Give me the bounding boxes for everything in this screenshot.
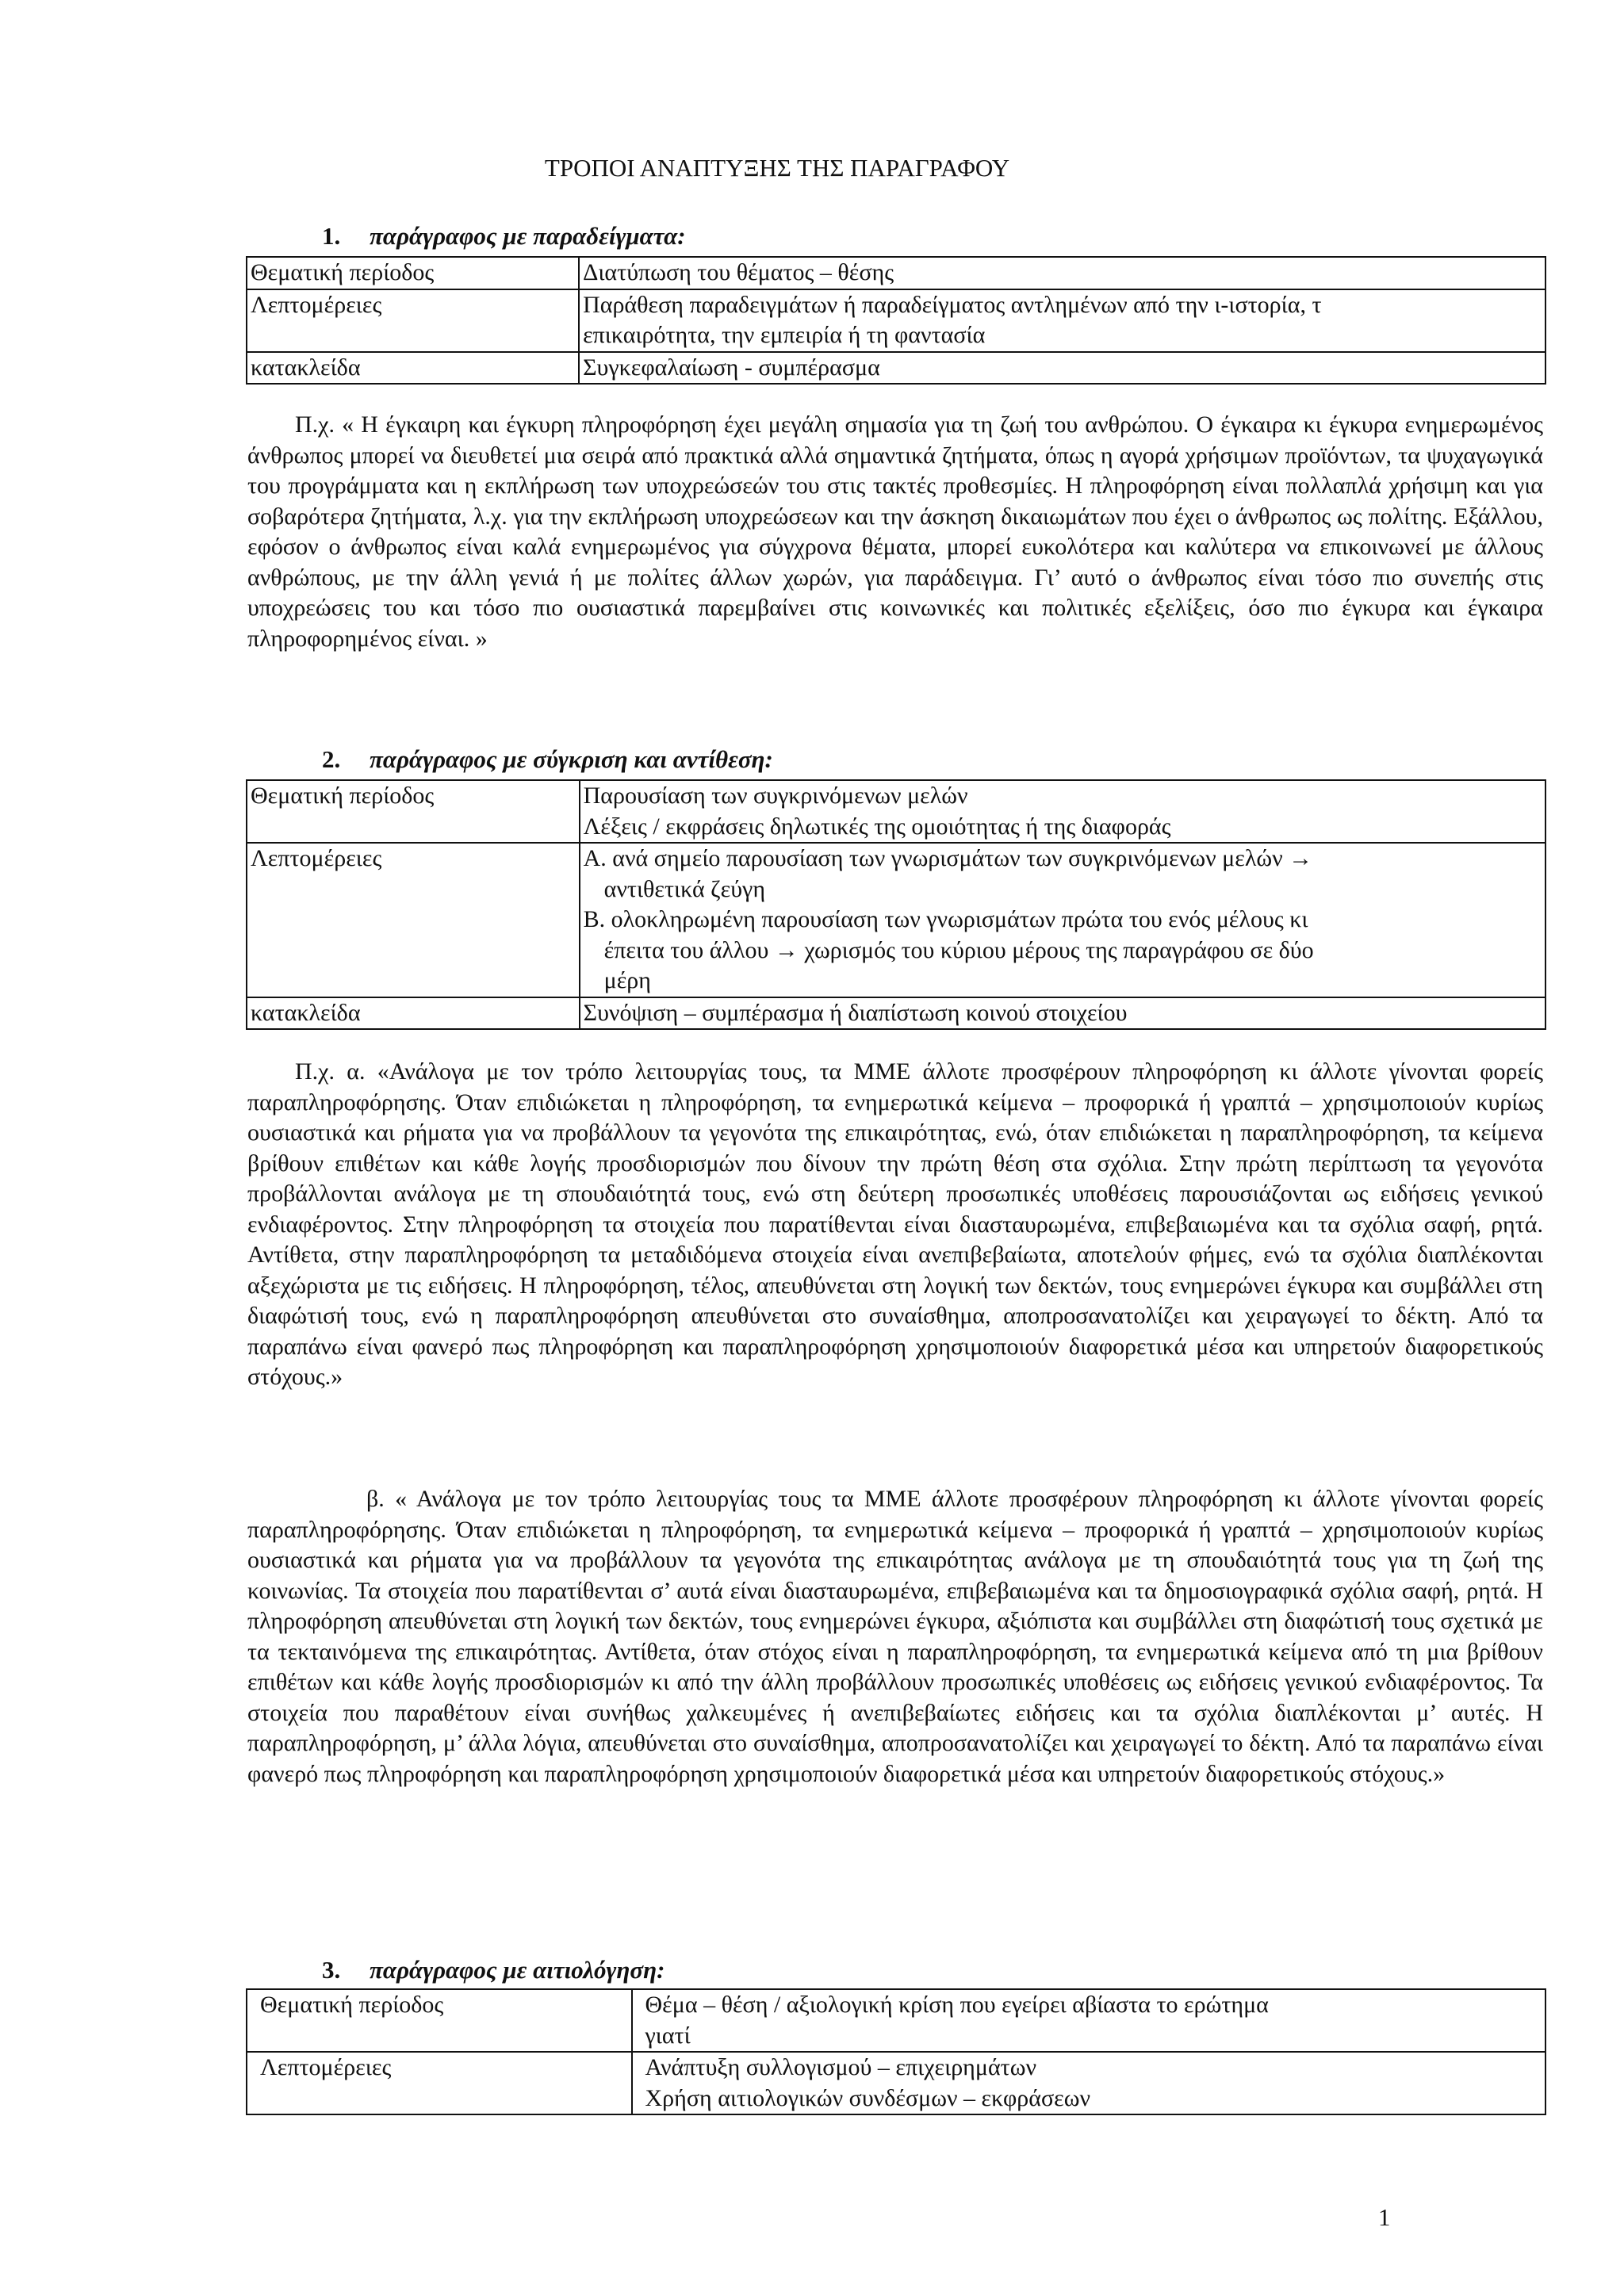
page-title: ΤΡΟΠΟΙ ΑΝΑΠΤΥΞΗΣ ΤΗΣ ΠΑΡΑΓΡΑΦΟΥ bbox=[544, 154, 1010, 182]
row-line: Ανάπτυξη συλλογισμού – επιχειρημάτων bbox=[645, 2054, 1037, 2080]
table-row bbox=[247, 843, 1545, 997]
table-row bbox=[247, 997, 1545, 1030]
section-2-example-a bbox=[247, 1057, 1543, 1393]
row-content bbox=[579, 352, 1545, 385]
row-content bbox=[632, 2052, 1545, 2114]
row-line: αντιθετικά ζεύγη bbox=[603, 875, 766, 902]
section-2-title: παράγραφος με σύγκριση και αντίθεση: bbox=[370, 745, 773, 773]
row-content bbox=[580, 843, 1545, 997]
row-label: Θεματική περίοδος bbox=[247, 780, 580, 843]
row-label: Λεπτομέρειες bbox=[247, 2052, 632, 2114]
example-text: Π.χ. « Η έγκαιρη και έγκυρη πληροφόρηση έχει μεγάλη σημασία για τη ζωή του ανθρώπου. Ο έγκαιρα κι έγκυρα ενημερωμένος άνθρωπος μπορεί να διευθετεί μια σειρά από πρακτικά αλλά σημαντικά ζητήματα, όπως η αγορά χρήσιμων προϊόντων, τα ψυχαγωγικά του προγράμματα και η εκπλήρωση των υποχρεώσεών του στις τακτές προθεσμίες. Η πληροφόρηση είναι πολλαπλά χρήσιμη και για σοβαρότερα ζητήματα, λ.χ. για την εκπλήρωση υποχρεώσεων και την άσκηση δικαιωμάτων που έχει ο άνθρωπος ως πολίτης. Εξάλλου, εφόσον ο άνθρωπος είναι καλά ενημερωμένος για σύγχρονα θέματα, μπορεί ευκολότερα και καλύτερα να επικοινωνεί με άλλους ανθρώπους, με την άλλη γενιά ή με πολίτες άλλων χωρών, για παράδειγμα. Γι’ αυτό ο άνθρωπος είναι τόσο πιο συνεπής στις υποχρεώσεις του και τόσο πιο ουσιαστικά παρεμβαίνει στις κοινωνικές και πολιτικές εξελίξεις, όσο πιο έγκυρα και έγκαιρα πληροφορημένος είναι. » bbox=[247, 411, 1543, 652]
example-text: Π.χ. α. «Ανάλογα με τον τρόπο λειτουργίας τους, τα ΜΜΕ άλλοτε προσφέρουν πληροφόρηση κι άλλοτε γίνονται φορείς παραπληροφόρησης. Όταν επιδιώκεται η πληροφόρηση, τα ενημερωτικά κείμενα – προφορικά ή γραπτά – χρησιμοποιούν κυρίως ουσιαστικά και ρήματα για να προβάλλουν τα γεγονότα της επικαιρότητας, ενώ, όταν επιδιώκεται η παραπληροφόρηση, τα κείμενα βρίθουν επιθέτων και κάθε λογής προσδιορισμών που δίνουν την πρώτη θέση στα σχόλια. Στην πρώτη περίπτωση τα γεγονότα προβάλλονται ανάλογα με τη σπουδαιότητά τους, ενώ στη δεύτερη προσωπικές υποθέσεις παρουσιάζονται ως ειδήσεις γενικού ενδιαφέροντος. Στην πληροφόρηση τα στοιχεία που παρατίθενται είναι διασταυρωμένα, επιβεβαιωμένα και τα σχόλια σαφή, ρητά. Αντίθετα, στην παραπληροφόρηση τα μεταδιδόμενα στοιχεία είναι ανεπιβεβαίωτα, αποτελούν φήμες, ενώ τα σχόλια διαπλέκονται αξεχώριστα με τις ειδήσεις. Η πληροφόρηση, τέλος, απευθύνεται στη λογική των δεκτών, τους ενημερώνει έγκυρα και συμβάλλει στη διαφώτισή τους, ενώ η παραπληροφόρηση απευθύνεται στο συναίσθημα, αποπροσανατολίζει και χειραγωγεί το δέκτη. Από τα παραπάνω είναι φανερό πως πληροφόρηση και παραπληροφόρηση χρησιμοποιούν διαφορετικά μέσα και υπηρετούν διαφορετικούς στόχους.» bbox=[247, 1058, 1543, 1390]
section-1-heading bbox=[322, 221, 686, 252]
table-row bbox=[247, 257, 1545, 289]
section-2-example-b bbox=[247, 1484, 1543, 1789]
example-text: β. « Ανάλογα με τον τρόπο λειτουργίας τους τα ΜΜΕ άλλοτε προσφέρουν πληροφόρηση κι άλλοτε γίνονται φορείς παραπληροφόρησης. Όταν επιδιώκεται η πληροφόρηση, τα ενημερωτικά κείμενα – προφορικά ή γραπτά – χρησιμοποιούν κυρίως ουσιαστικά και ρήματα για να προβάλλουν τα γεγονότα της επικαιρότητας ανάλογα με τη σπουδαιότητά τους για τη ζωή της κοινωνίας. Τα στοιχεία που παρατίθενται σ’ αυτά είναι διασταυρωμένα, επιβεβαιωμένα και τα δημοσιογραφικά σχόλια σαφή, ρητά. Η πληροφόρηση απευθύνεται στη λογική των δεκτών, τους ενημερώνει έγκυρα, αξιόπιστα και συμβάλλει στη διαφώτισή τους σχετικά με τα τεκταινόμενα της επικαιρότητας. Αντίθετα, όταν στόχος είναι η παραπληροφόρηση, τα ενημερωτικά κείμενα από τη μια βρίθουν επιθέτων και κάθε λογής προσδιορισμών κι από την άλλη προβάλλουν προσωπικές υποθέσεις ως ειδήσεις γενικού ενδιαφέροντος. Τα στοιχεία που παραθέτουν είναι συνήθως χαλκευμένες ή ανεπιβεβαίωτες ειδήσεις και τα σχόλια διαπλέκονται μ’ αυτές. Η παραπληροφόρηση, μ’ άλλα λόγια, απευθύνεται στο συναίσθημα, αποπροσανατολίζει και χειραγωγεί το δέκτη. Από τα παραπάνω είναι φανερό πως πληροφόρηση και παραπληροφόρηση χρησιμοποιούν διαφορετικά μέσα και υπηρετούν διαφορετικούς στόχους.» bbox=[247, 1486, 1543, 1787]
page-number: 1 bbox=[1378, 2203, 1391, 2231]
row-line: Συγκεφαλαίωση - συμπέρασμα bbox=[583, 354, 880, 381]
table-row bbox=[247, 289, 1545, 352]
section-3-heading bbox=[322, 1955, 665, 1986]
section-3-number: 3. bbox=[322, 1956, 341, 1984]
row-label: κατακλείδα bbox=[247, 997, 580, 1030]
row-label: Θεματική περίοδος bbox=[247, 257, 579, 289]
row-line: Χρήση αιτιολογικών συνδέσμων – εκφράσεων bbox=[645, 2084, 1091, 2111]
row-content bbox=[632, 1989, 1545, 2052]
section-1-table bbox=[246, 256, 1546, 385]
section-2-table bbox=[246, 779, 1546, 1030]
table-row bbox=[247, 780, 1545, 843]
section-1-title: παράγραφος με παραδείγματα: bbox=[370, 222, 686, 250]
section-2-number: 2. bbox=[322, 745, 341, 773]
row-line: γιατί bbox=[645, 2022, 691, 2049]
row-line: επικαιρότητα, την εμπειρία ή τη φαντασία bbox=[583, 322, 986, 348]
row-line: Θέμα – θέση / αξιολογική κρίση που εγείρει αβίαστα το ερώτημα bbox=[645, 1992, 1269, 2018]
row-line: Παρουσίαση των συγκρινόμενων μελών bbox=[583, 783, 968, 809]
row-line: Παράθεση παραδειγμάτων ή παραδείγματος αντλημένων από την ι-ιστορία, τ bbox=[583, 291, 1322, 318]
row-line: Α. ανά σημείο παρουσίαση των γνωρισμάτων των συγκρινόμενων μελών → bbox=[583, 845, 1313, 871]
row-label: Θεματική περίοδος bbox=[247, 1989, 632, 2052]
row-content bbox=[580, 997, 1545, 1030]
section-1-example bbox=[247, 410, 1543, 654]
table-row bbox=[247, 1989, 1545, 2052]
section-1-number: 1. bbox=[322, 222, 341, 250]
row-label: Λεπτομέρειες bbox=[247, 843, 580, 997]
row-label: Λεπτομέρειες bbox=[247, 289, 579, 352]
row-content bbox=[580, 780, 1545, 843]
row-content bbox=[579, 289, 1545, 352]
section-3-table bbox=[246, 1988, 1546, 2115]
row-line: Β. ολοκληρωμένη παρουσίαση των γνωρισμάτων πρώτα του ενός μέλους κι bbox=[583, 906, 1308, 932]
row-line: Λέξεις / εκφράσεις δηλωτικές της ομοιότητας ή της διαφοράς bbox=[583, 813, 1171, 840]
table-row bbox=[247, 352, 1545, 385]
row-content bbox=[579, 257, 1545, 289]
row-label: κατακλείδα bbox=[247, 352, 579, 385]
row-line: Συνόψιση – συμπέρασμα ή διαπίστωση κοινού στοιχείου bbox=[583, 999, 1128, 1026]
section-3-title: παράγραφος με αιτιολόγηση: bbox=[370, 1956, 665, 1984]
row-line: έπειτα του άλλου → χωρισμός του κύριου μέρους της παραγράφου σε δύο bbox=[603, 936, 1314, 963]
section-2-heading bbox=[322, 744, 773, 775]
row-line: μέρη bbox=[603, 967, 651, 993]
table-row bbox=[247, 2052, 1545, 2114]
row-line: Διατύπωση του θέματος – θέσης bbox=[583, 259, 894, 285]
